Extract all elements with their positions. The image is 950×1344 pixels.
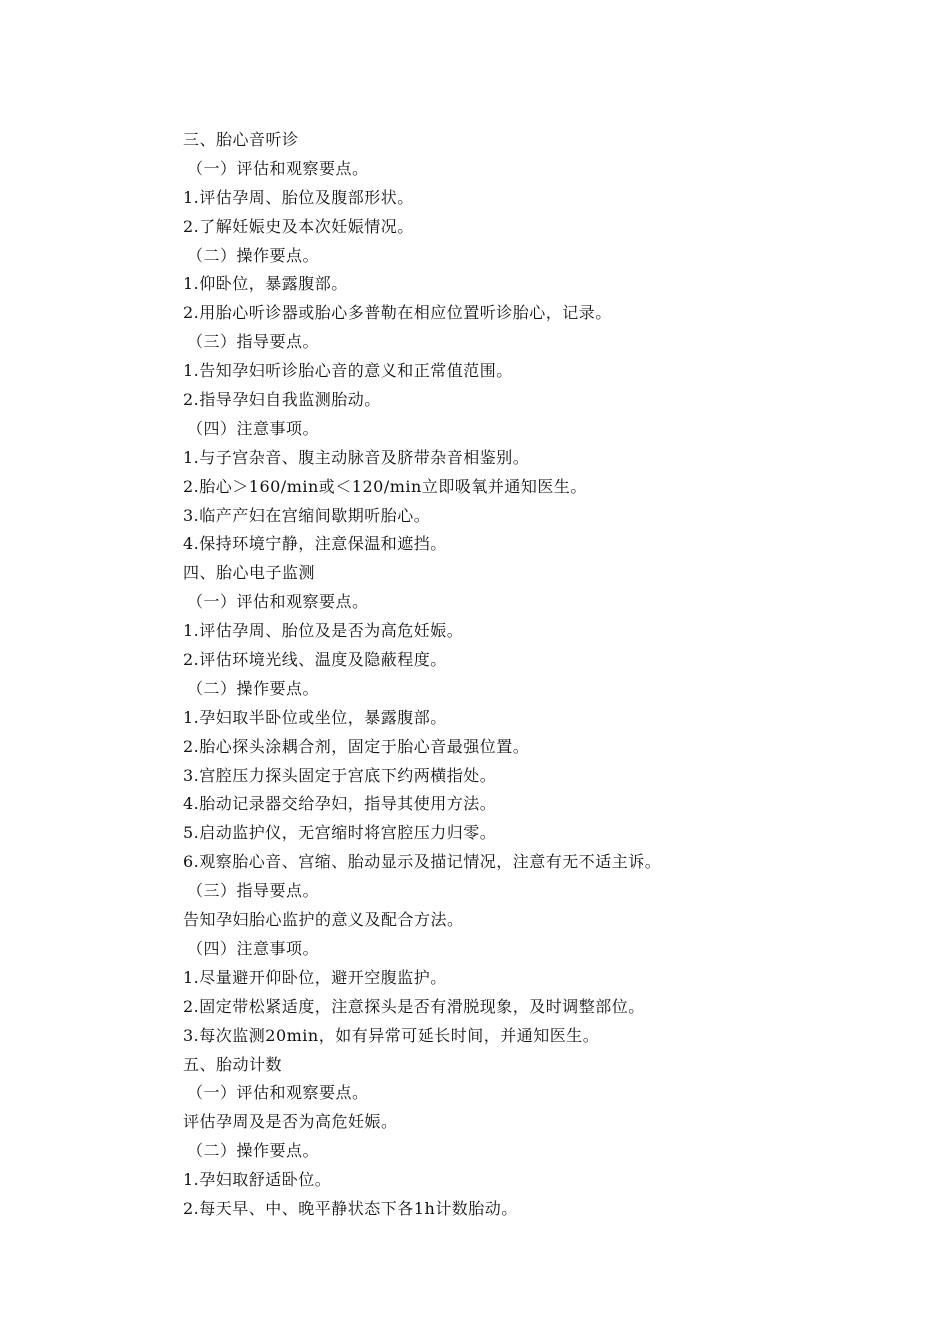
list-item: 2.用胎心听诊器或胎心多普勒在相应位置听诊胎心，记录。	[183, 303, 612, 323]
list-item: 2.每天早、中、晚平静状态下各1h计数胎动。	[183, 1198, 518, 1218]
subsection-heading: （二）操作要点。	[187, 678, 320, 698]
list-item: 1.孕妇取半卧位或坐位，暴露腹部。	[183, 707, 447, 727]
section-heading: 四、胎心电子监测	[183, 563, 316, 583]
list-item: 1.尽量避开仰卧位，避开空腹监护。	[183, 967, 447, 987]
subsection-heading: （二）操作要点。	[187, 1141, 320, 1161]
list-item: 1.仰卧位，暴露腹部。	[183, 274, 348, 294]
list-item: 6.观察胎心音、宫缩、胎动显示及描记情况，注意有无不适主诉。	[183, 852, 662, 872]
list-item: 5.启动监护仪，无宫缩时将宫腔压力归零。	[183, 823, 497, 843]
list-item: 4.胎动记录器交给孕妇，指导其使用方法。	[183, 794, 497, 814]
list-item: 1.评估孕周、胎位及腹部形状。	[183, 187, 414, 207]
subsection-heading: （四）注意事项。	[187, 938, 320, 958]
list-item: 2.固定带松紧适度，注意探头是否有滑脱现象，及时调整部位。	[183, 996, 645, 1016]
section-heading: 三、胎心音听诊	[183, 130, 299, 149]
list-item: 2.指导孕妇自我监测胎动。	[183, 390, 381, 410]
document-body	[183, 126, 923, 1224]
list-item: 1.与子宫杂音、腹主动脉音及脐带杂音相鉴别。	[183, 447, 530, 467]
subsection-heading: （二）操作要点。	[187, 245, 320, 265]
list-item: 3.每次监测20min，如有异常可延长时间，并通知医生。	[183, 1025, 600, 1045]
list-item: 2.胎心＞160/min或＜120/min立即吸氧并通知医生。	[183, 476, 587, 496]
subsection-heading: （三）指导要点。	[187, 332, 320, 352]
list-item: 告知孕妇胎心监护的意义及配合方法。	[183, 910, 464, 930]
list-item: 3.临产产妇在宫缩间歇期听胎心。	[183, 505, 431, 525]
list-item: 1.孕妇取舒适卧位。	[183, 1170, 332, 1190]
list-item: 1.评估孕周、胎位及是否为高危妊娠。	[183, 621, 464, 641]
subsection-heading: （一）评估和观察要点。	[187, 1083, 369, 1103]
list-item: 2.了解妊娠史及本次妊娠情况。	[183, 216, 414, 236]
subsection-heading: （三）指导要点。	[187, 881, 320, 901]
list-item: 3.宫腔压力探头固定于宫底下约两横指处。	[183, 765, 497, 785]
list-item: 评估孕周及是否为高危妊娠。	[183, 1112, 398, 1132]
list-item: 2.评估环境光线、温度及隐蔽程度。	[183, 650, 447, 670]
list-item: 4.保持环境宁静，注意保温和遮挡。	[183, 534, 447, 554]
subsection-heading: （四）注意事项。	[187, 418, 320, 438]
subsection-heading: （一）评估和观察要点。	[187, 592, 369, 612]
list-item: 2.胎心探头涂耦合剂，固定于胎心音最强位置。	[183, 736, 530, 756]
section-heading: 五、胎动计数	[183, 1054, 283, 1074]
subsection-heading: （一）评估和观察要点。	[187, 158, 369, 178]
list-item: 1.告知孕妇听诊胎心音的意义和正常值范围。	[183, 361, 513, 381]
